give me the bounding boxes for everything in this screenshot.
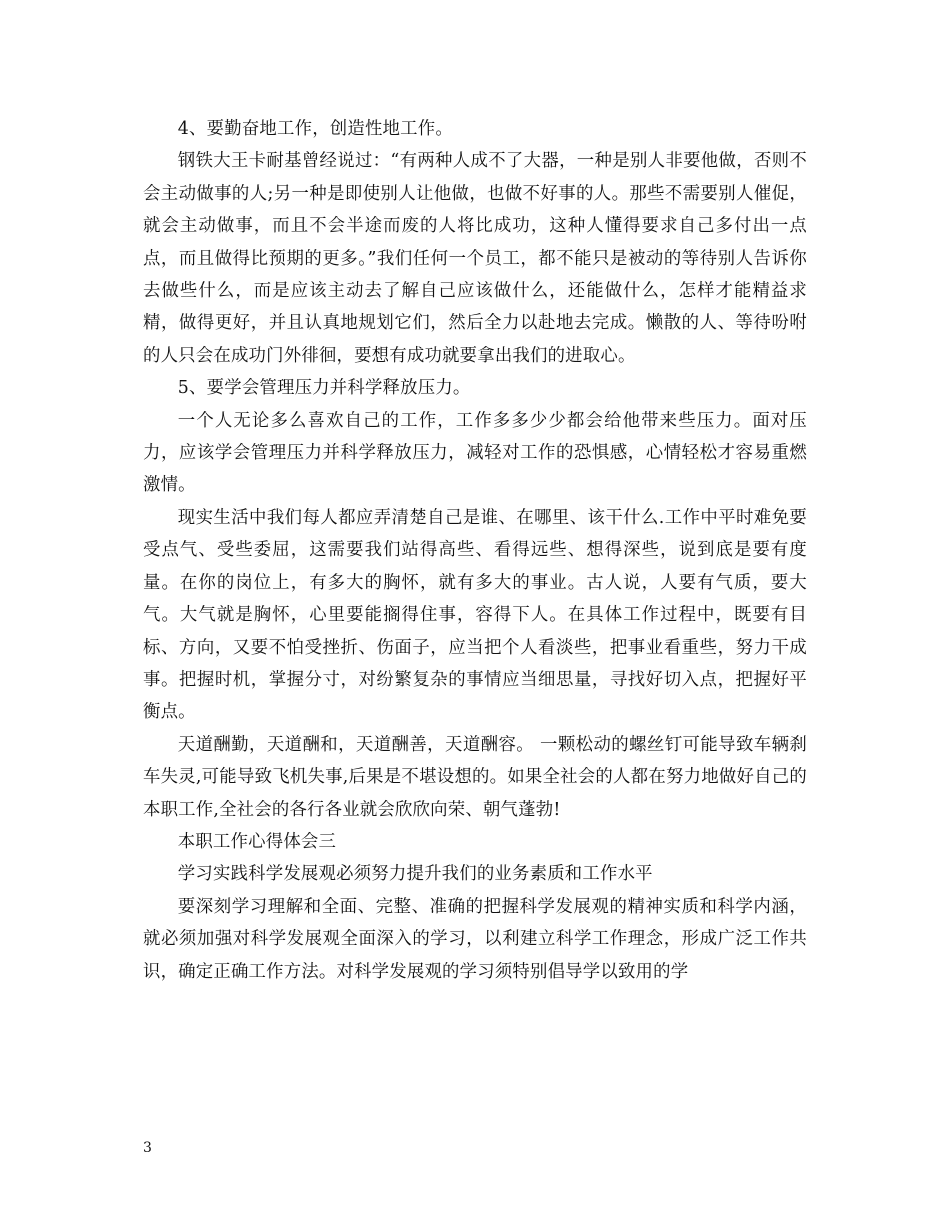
heading-point-5: 5、要学会管理压力并科学释放压力。 bbox=[177, 378, 471, 399]
heading-point-4: 4、要勤奋地工作，创造性地工作。 bbox=[177, 119, 453, 139]
paragraph-heaven-rewards: 天道酬勤，天道酬和，天道酬善，天道酬容。 一颗松动的螺丝钉可能导致车辆刹车失灵,可能导致飞机失事,后果是不堪设想的。如果全社会的人都在努力地做好自己的本职工作,全社会的各行各业就会欣欣向荣、朝气蓬勃! bbox=[143, 734, 807, 820]
paragraph-scientific-development: 要深刻学习理解和全面、完整、准确的把握科学发展观的精神实质和科学内涵，就必须加强对科学发展观全面深入的学习，以利建立科学工作理念，形成广泛工作共识，确定正确工作方法。对科学发展观的学习须特别倡导学以致用的学 bbox=[143, 896, 807, 982]
paragraph-carnegie-quote: 钢铁大王卡耐基曾经说过：“有两种人成不了大器，一种是别人非要他做，否则不会主动做事的人;另一种是即使别人让他做，也做不好事的人。那些不需要别人催促，就会主动做事，而且不会半途而废的人将比成功，这种人懂得要求自己多付出一点点，而且做得比预期的更多。”我们任何一个员工，都不能只是被动的等待别人告诉你去做些什么，而是应该主动去了解自己应该做什么，还能做什么，怎样才能精益求精，做得更好，并且认真地规划它们，然后全力以赴地去完成。懒散的人、等待吩咐的人只会在成功门外徘徊，要想有成功就要拿出我们的进取心。 bbox=[143, 151, 807, 366]
page-number: 3 bbox=[143, 1140, 152, 1156]
paragraph-pressure: 一个人无论多么喜欢自己的工作，工作多多少少都会给他带来些压力。面对压力，应该学会管理压力并科学释放压力，减轻对工作的恐惧感，心情轻松才容易重燃激情。 bbox=[143, 410, 807, 496]
section-title: 本职工作心得体会三 bbox=[177, 831, 337, 852]
paragraph-real-life: 现实生活中我们每人都应弄清楚自己是谁、在哪里、该干什么.工作中平时难免要受点气、受些委屈，这需要我们站得高些、看得远些、想得深些，说到底是要有度量。在你的岗位上，有多大的胸怀，就有多大的事业。古人说，人要有气质，要大气。大气就是胸怀，心里要能搁得住事，容得下人。在具体工作过程中，既要有目标、方向，又要不怕受挫折、伤面子，应当把个人看淡些，把事业看重些，努力干成事。把握时机，掌握分寸，对纷繁复杂的事情应当细思量，寻找好切入点，把握好平衡点。 bbox=[143, 507, 807, 723]
section-subtitle: 学习实践科学发展观必须努力提升我们的业务素质和工作水平 bbox=[177, 864, 653, 885]
document-body bbox=[143, 113, 807, 988]
